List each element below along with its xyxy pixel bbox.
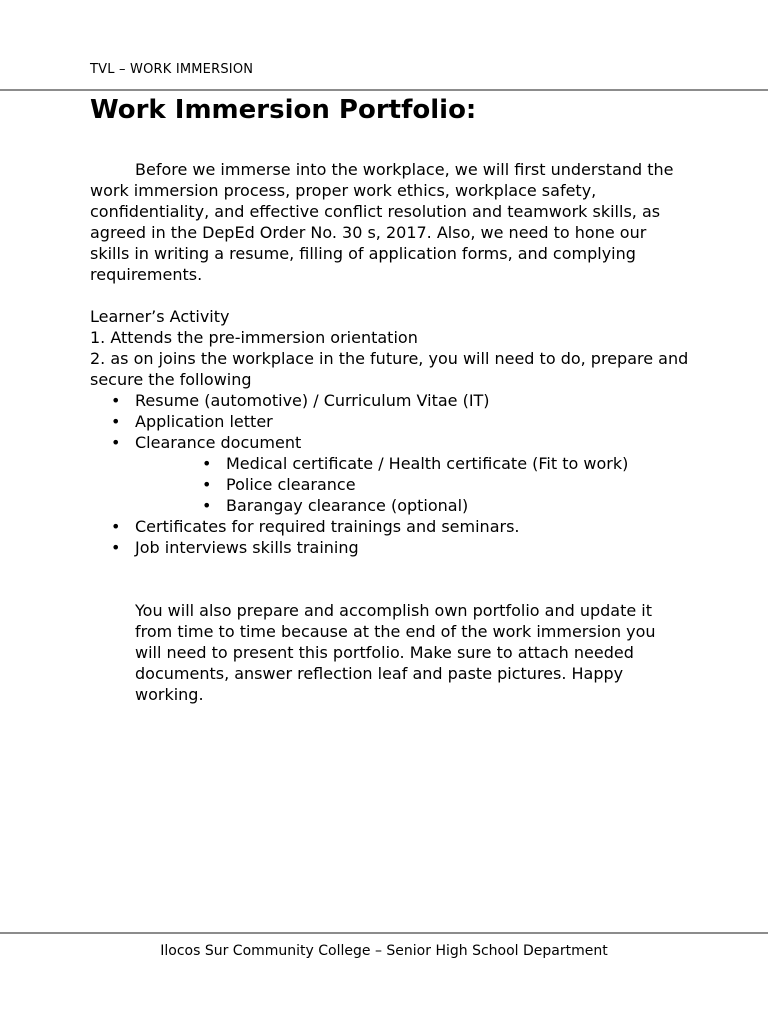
- page-header: TVL – WORK IMMERSION: [90, 62, 254, 77]
- list-item: • Medical certificate / Health certificate (Fit to work): [90, 453, 690, 474]
- list-item: • Job interviews skills training: [90, 537, 690, 558]
- list-item: • Resume (automotive) / Curriculum Vitae (IT): [90, 390, 690, 411]
- document-body: [90, 159, 690, 705]
- closing-paragraph: You will also prepare and accomplish own portfolio and update it from time to time because at the end of the work immersion you will need to present this portfolio. Make sure to attach needed documents, answer reflection leaf and paste pictures. Happy working.: [135, 601, 656, 704]
- requirements-list: [90, 390, 690, 453]
- list-item: • Certificates for required trainings and seminars.: [90, 516, 690, 537]
- clearance-sublist: [90, 453, 690, 516]
- list-item: • Police clearance: [90, 474, 690, 495]
- document-title: Work Immersion Portfolio:: [90, 95, 477, 125]
- list-item: • Application letter: [90, 411, 690, 432]
- list-item: • Clearance document: [90, 432, 690, 453]
- activity-step: 1. Attends the pre-immersion orientation: [90, 328, 418, 347]
- footer-divider: [0, 932, 768, 934]
- activity-step: 2. as on joins the workplace in the future, you will need to do, prepare and secure the following: [90, 349, 689, 389]
- intro-paragraph: Before we immerse into the workplace, we will first understand the work immersion process, proper work ethics, workplace safety, confidentiality, and effective conflict resolution and teamwork skills, as agreed in the DepEd Order No. 30 s, 2017. Also, we need to hone our skills in writing a resume, filling of application forms, and complying requirements.: [90, 160, 674, 284]
- page-footer: Ilocos Sur Community College – Senior High School Department: [160, 943, 608, 959]
- activity-heading: Learner’s Activity: [90, 307, 230, 326]
- requirements-list-continued: [90, 516, 690, 558]
- header-divider: [0, 89, 768, 91]
- list-item: • Barangay clearance (optional): [90, 495, 690, 516]
